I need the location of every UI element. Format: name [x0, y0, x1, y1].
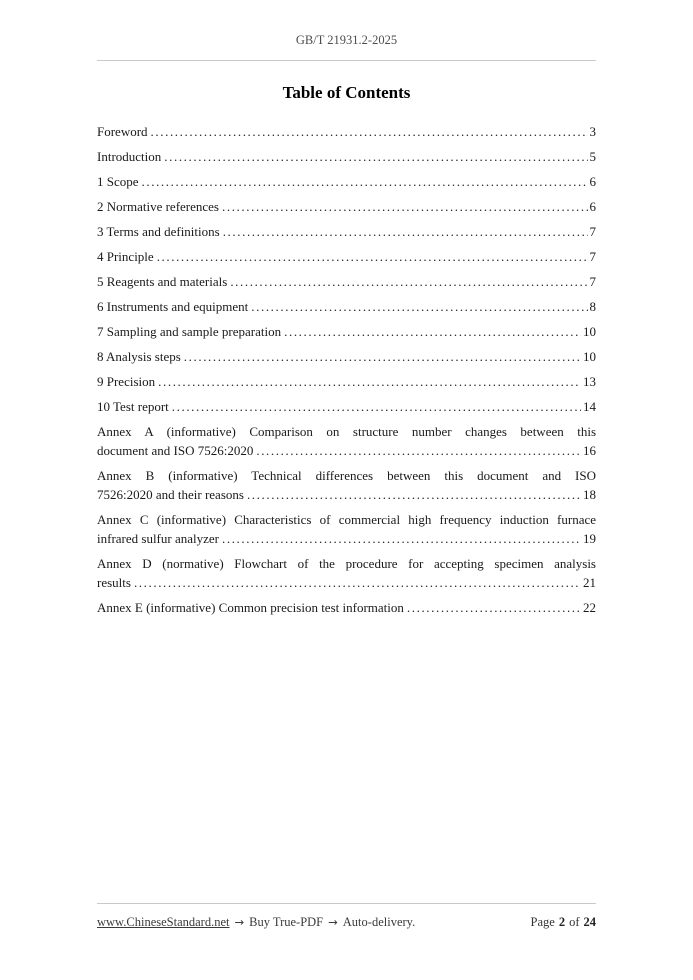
toc-page-number: 16: [583, 443, 596, 458]
toc-entry: [97, 347, 596, 366]
dot-leader: [151, 122, 588, 141]
toc-entry: [97, 554, 596, 592]
toc-entry-label: results: [97, 575, 131, 590]
toc-entry-label: infrared sulfur analyzer: [97, 531, 219, 546]
toc-page-number: 7: [589, 274, 596, 289]
toc-page-number: 8: [589, 299, 596, 314]
toc-entry-label: document and ISO 7526:2020: [97, 443, 254, 458]
toc-entry-label: 6 Instruments and equipment: [97, 299, 249, 314]
toc-entry: [97, 297, 596, 316]
dot-leader: [230, 272, 587, 291]
toc-entry-text: Annex D (normative) Flowchart of the procedure for accepting specimen analysis: [97, 556, 596, 571]
toc-entry-line: [97, 222, 596, 241]
page-content: [97, 61, 596, 617]
toc-entry-label: Introduction: [97, 149, 162, 164]
toc-entry: [97, 222, 596, 241]
toc-entry-line: [97, 441, 596, 460]
dot-leader: [142, 172, 588, 191]
toc-page-number: 6: [589, 174, 596, 189]
document-number: GB/T 21931.2-2025: [295, 33, 398, 47]
toc-entry-label: 3 Terms and definitions: [97, 224, 220, 239]
toc-entry-label: 4 Principle: [97, 249, 154, 264]
toc-page-number: 18: [583, 487, 596, 502]
toc-entry-label: Foreword: [97, 124, 148, 139]
toc-entry-line: [97, 372, 596, 391]
toc-page-number: 7: [589, 224, 596, 239]
dot-leader: [223, 222, 588, 241]
toc-entry-text: Annex C (informative) Characteristics of commercial high frequency induction furnace: [97, 512, 596, 527]
page-header: [97, 0, 596, 60]
toc-entry: [97, 272, 596, 291]
toc-entry-line: [97, 147, 596, 166]
toc-entry-line: [97, 485, 596, 504]
toc-entry-label: 8 Analysis steps: [97, 349, 181, 364]
toc-entry-line: [97, 347, 596, 366]
toc-entry: [97, 510, 596, 548]
dot-leader: [222, 529, 581, 548]
footer-page-indicator: [531, 915, 596, 930]
toc-entry-label: 10 Test report: [97, 399, 169, 414]
toc-page-number: 10: [583, 324, 596, 339]
toc-entry-line: [97, 397, 596, 416]
dot-leader: [157, 247, 588, 266]
toc-title: Table of Contents: [282, 83, 411, 102]
toc-entry-label: 5 Reagents and materials: [97, 274, 228, 289]
toc-entry: [97, 372, 596, 391]
toc-entry-line: [97, 197, 596, 216]
toc-page-number: 3: [589, 124, 596, 139]
toc-page-number: 13: [583, 374, 596, 389]
toc-entry-text: Annex B (informative) Technical differences between this document and ISO: [97, 468, 596, 483]
dot-leader: [222, 197, 588, 216]
toc-entry-line: [97, 573, 596, 592]
toc-entry: [97, 322, 596, 341]
toc-entry: [97, 147, 596, 166]
footer-divider: [97, 903, 596, 904]
toc-page-number: 10: [583, 349, 596, 364]
toc-page-number: 14: [583, 399, 596, 414]
toc-entry-line: [97, 247, 596, 266]
toc-entry-label: 2 Normative references: [97, 199, 219, 214]
dot-leader: [164, 147, 587, 166]
toc-entry-line: [97, 122, 596, 141]
toc-entry: [97, 397, 596, 416]
footer-site-link[interactable]: www.ChineseStandard.net: [97, 915, 230, 929]
dot-leader: [284, 322, 581, 341]
toc-entry: [97, 197, 596, 216]
arrow-icon: →: [234, 915, 245, 929]
footer-buy-label: Buy True-PDF: [249, 915, 324, 929]
toc-entry-line: [97, 529, 596, 548]
toc-entry-line: [97, 598, 596, 617]
toc-entry: [97, 598, 596, 617]
toc-entry: [97, 122, 596, 141]
toc-page-number: 5: [589, 149, 596, 164]
footer-delivery-label: Auto-delivery.: [342, 915, 416, 929]
toc-entry: [97, 466, 596, 504]
dot-leader: [184, 347, 581, 366]
toc-list: [97, 122, 596, 617]
dot-leader: [158, 372, 581, 391]
footer-page-label: Page: [530, 915, 555, 929]
toc-page-number: 21: [583, 575, 596, 590]
toc-entry-line: [97, 172, 596, 191]
toc-entry-line: [97, 297, 596, 316]
toc-entry-label: 7526:2020 and their reasons: [97, 487, 244, 502]
toc-page-number: 22: [583, 600, 596, 615]
footer-left: [97, 915, 415, 930]
page-footer: [97, 915, 596, 930]
toc-entry-label: Annex E (informative) Common precision test information: [97, 600, 404, 615]
toc-page-number: 19: [583, 531, 596, 546]
toc-page-number: 7: [589, 249, 596, 264]
toc-entry-text: Annex A (informative) Comparison on structure number changes between this: [97, 424, 596, 439]
toc-entry-label: 9 Precision: [97, 374, 156, 389]
footer-of-label: of: [569, 915, 580, 929]
toc-entry-label: 7 Sampling and sample preparation: [97, 324, 282, 339]
footer-page-total: 24: [583, 915, 596, 929]
footer-page-current: 2: [558, 915, 566, 929]
toc-entry: [97, 172, 596, 191]
dot-leader: [134, 573, 581, 592]
dot-leader: [256, 441, 581, 460]
dot-leader: [407, 598, 581, 617]
dot-leader: [172, 397, 581, 416]
toc-entry: [97, 247, 596, 266]
arrow-icon: →: [328, 915, 338, 929]
dot-leader: [251, 297, 587, 316]
toc-entry-line: [97, 322, 596, 341]
toc-page-number: 6: [589, 199, 596, 214]
toc-entry-label: 1 Scope: [97, 174, 139, 189]
toc-entry-line: [97, 272, 596, 291]
dot-leader: [247, 485, 581, 504]
toc-entry: [97, 422, 596, 460]
